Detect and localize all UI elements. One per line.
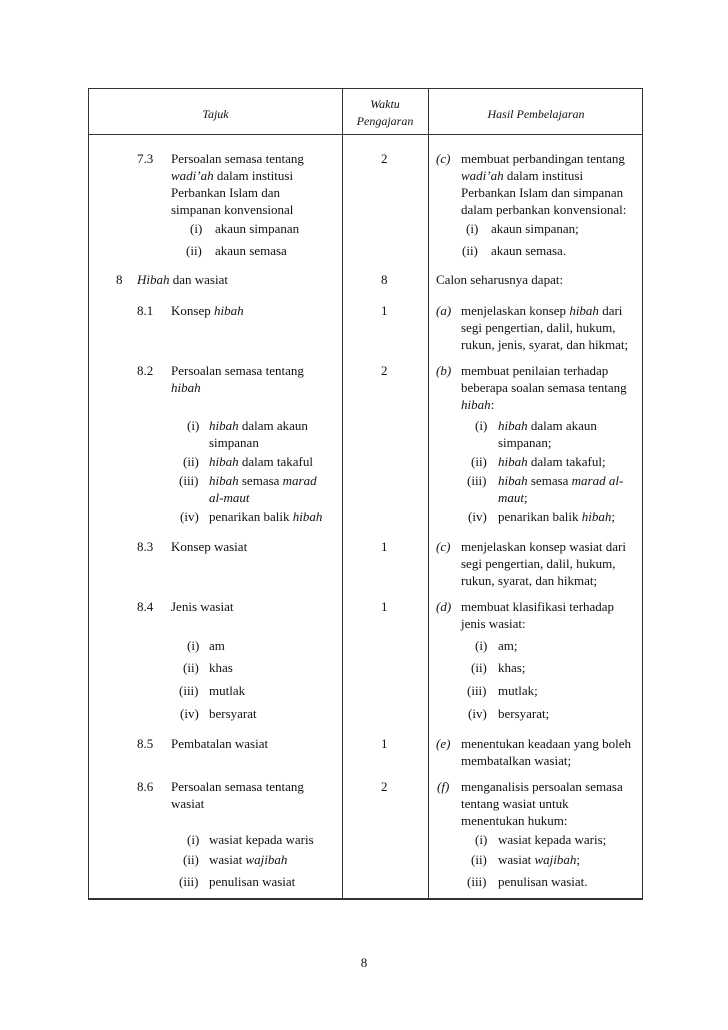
sub-text: wasiat kepada waris <box>209 832 314 847</box>
row-number: 8.3 <box>137 539 154 554</box>
row-number: 8.6 <box>137 779 154 794</box>
outcome-text: dalam perbankan konvensional: <box>461 202 627 217</box>
outcome-sub-number: (i) <box>475 832 488 847</box>
outcome-text: hibah: <box>461 397 495 412</box>
sub-number: (ii) <box>183 454 199 469</box>
outcome-sub-number: (ii) <box>471 454 487 469</box>
outcome-sub-number: (i) <box>475 638 488 653</box>
header-tajuk: Tajuk <box>202 107 229 121</box>
row-number: 7.3 <box>137 151 154 166</box>
time-value: 2 <box>381 151 388 166</box>
outcome-text: menjelaskan konsep wasiat dari <box>461 539 626 554</box>
outcome-sub-text: akaun semasa. <box>491 243 567 258</box>
sub-text: penarikan balik hibah <box>209 509 323 524</box>
outcome-label: (b) <box>436 363 452 378</box>
row-number: 8.2 <box>137 363 154 378</box>
outcome-sub-text: bersyarat; <box>498 706 550 721</box>
outcome-label: (c) <box>436 539 451 554</box>
outcome-sub-number: (iii) <box>467 683 487 698</box>
topic-text: wadi’ah dalam institusi <box>171 168 294 183</box>
outcome-sub-number: (ii) <box>471 660 487 675</box>
outcome-text: membuat penilaian terhadap <box>461 363 609 378</box>
outcome-text: beberapa soalan semasa tentang <box>461 380 627 395</box>
outcome-text: membuat klasifikasi terhadap <box>461 599 615 614</box>
outcome-text: menentukan keadaan yang boleh <box>461 736 632 751</box>
topic-text: Konsep wasiat <box>171 539 248 554</box>
sub-number: (i) <box>190 221 203 236</box>
outcome-text: membatalkan wasiat; <box>461 753 572 768</box>
time-value: 8 <box>381 272 388 287</box>
outcome-sub-text: am; <box>498 638 518 653</box>
sub-text: akaun semasa <box>215 243 287 258</box>
outcome-text: segi pengertian, dalil, hukum, <box>461 556 616 571</box>
time-value: 1 <box>381 303 388 318</box>
topic-text: Konsep hibah <box>171 303 244 318</box>
topic-text: Perbankan Islam dan <box>171 185 281 200</box>
outcome-text: wadi’ah dalam institusi <box>461 168 584 183</box>
time-value: 2 <box>381 779 388 794</box>
topic-text: Persoalan semasa tentang <box>171 151 304 166</box>
sub-text: hibah dalam akaun <box>209 418 308 433</box>
sub-text: mutlak <box>209 683 246 698</box>
topic-text: Pembatalan wasiat <box>171 736 269 751</box>
outcome-sub-number: (iv) <box>468 509 487 524</box>
topic-text: Jenis wasiat <box>171 599 234 614</box>
row-number: 8.1 <box>137 303 154 318</box>
sub-number: (ii) <box>183 852 199 867</box>
sub-text: am <box>209 638 225 653</box>
sub-text: khas <box>209 660 233 675</box>
topic-text: Persoalan semasa tentang <box>171 779 304 794</box>
outcome-label: (c) <box>436 151 451 166</box>
outcome-label: (d) <box>436 599 452 614</box>
sub-text: wasiat wajibah <box>209 852 288 867</box>
sub-number: (iii) <box>179 473 199 488</box>
sub-number: (iii) <box>179 874 199 889</box>
outcome-text: Perbankan Islam dan simpanan <box>461 185 624 200</box>
outcome-sub-text: khas; <box>498 660 526 675</box>
sub-text: al-maut <box>209 490 250 505</box>
topic-text: wasiat <box>171 796 205 811</box>
outcome-sub-number: (ii) <box>471 852 487 867</box>
outcome-label: (f) <box>437 779 450 794</box>
outcome-sub-text: akaun simpanan; <box>491 221 579 236</box>
page-number: 8 <box>360 955 368 970</box>
column-divider-1 <box>342 89 343 898</box>
outcome-sub-text: penarikan balik hibah; <box>498 509 615 524</box>
outcome-text: rukun, syarat, dan hikmat; <box>461 573 598 588</box>
outcome-sub-number: (i) <box>475 418 488 433</box>
sub-text: hibah semasa marad <box>209 473 317 488</box>
outcome-sub-text: penulisan wasiat. <box>498 874 588 889</box>
outcome-label: (a) <box>436 303 452 318</box>
outcome-sub-number: (iii) <box>467 874 487 889</box>
outcome-text: menentukan hukum: <box>461 813 568 828</box>
outcome-sub-number: (ii) <box>462 243 478 258</box>
outcome-text: jenis wasiat: <box>461 616 526 631</box>
topic-text: Persoalan semasa tentang <box>171 363 304 378</box>
sub-text: hibah dalam takaful <box>209 454 313 469</box>
outcome-text: segi pengertian, dalil, hukum, <box>461 320 616 335</box>
outcome-sub-text: wasiat wajibah; <box>498 852 580 867</box>
outcome-text: tentang wasiat untuk <box>461 796 569 811</box>
header-divider <box>89 134 642 135</box>
sub-number: (iv) <box>180 509 199 524</box>
sub-text: akaun simpanan <box>215 221 300 236</box>
outcome-sub-number: (iii) <box>467 473 487 488</box>
outcome-text: Calon seharusnya dapat: <box>436 272 564 287</box>
sub-number: (i) <box>187 638 200 653</box>
outcome-sub-text: hibah dalam akaun <box>498 418 597 433</box>
outcome-sub-text: hibah dalam takaful; <box>498 454 606 469</box>
row-number: 8.4 <box>137 599 154 614</box>
outcome-sub-text: simpanan; <box>498 435 552 450</box>
sub-text: simpanan <box>209 435 259 450</box>
header-waktu-1: Waktu <box>370 97 400 111</box>
sub-number: (iv) <box>180 706 199 721</box>
sub-number: (iii) <box>179 683 199 698</box>
sub-number: (i) <box>187 418 200 433</box>
outcome-text: membuat perbandingan tentang <box>461 151 625 166</box>
time-value: 1 <box>381 539 388 554</box>
header-hasil: Hasil Pembelajaran <box>487 107 585 121</box>
sub-number: (i) <box>187 832 200 847</box>
topic-text: hibah <box>171 380 201 395</box>
outcome-label: (e) <box>436 736 451 751</box>
header-waktu-2: Pengajaran <box>356 114 414 128</box>
outcome-text: menjelaskan konsep hibah dari <box>461 303 623 318</box>
outcome-sub-text: maut; <box>498 490 528 505</box>
topic-text: Hibah dan wasiat <box>137 272 228 287</box>
time-value: 1 <box>381 599 388 614</box>
outcome-sub-text: wasiat kepada waris; <box>498 832 607 847</box>
outcome-text: rukun, jenis, syarat, dan hikmat; <box>461 337 629 352</box>
row-number: 8 <box>116 272 123 287</box>
time-value: 1 <box>381 736 388 751</box>
row-number: 8.5 <box>137 736 154 751</box>
sub-number: (ii) <box>183 660 199 675</box>
outcome-sub-number: (iv) <box>468 706 487 721</box>
time-value: 2 <box>381 363 388 378</box>
topic-text: simpanan konvensional <box>171 202 294 217</box>
outcome-sub-text: hibah semasa marad al- <box>498 473 624 488</box>
sub-text: penulisan wasiat <box>209 874 296 889</box>
sub-text: bersyarat <box>209 706 257 721</box>
outcome-sub-number: (i) <box>466 221 479 236</box>
outcome-text: menganalisis persoalan semasa <box>461 779 623 794</box>
column-divider-2 <box>428 89 429 898</box>
outcome-sub-text: mutlak; <box>498 683 538 698</box>
sub-number: (ii) <box>186 243 202 258</box>
